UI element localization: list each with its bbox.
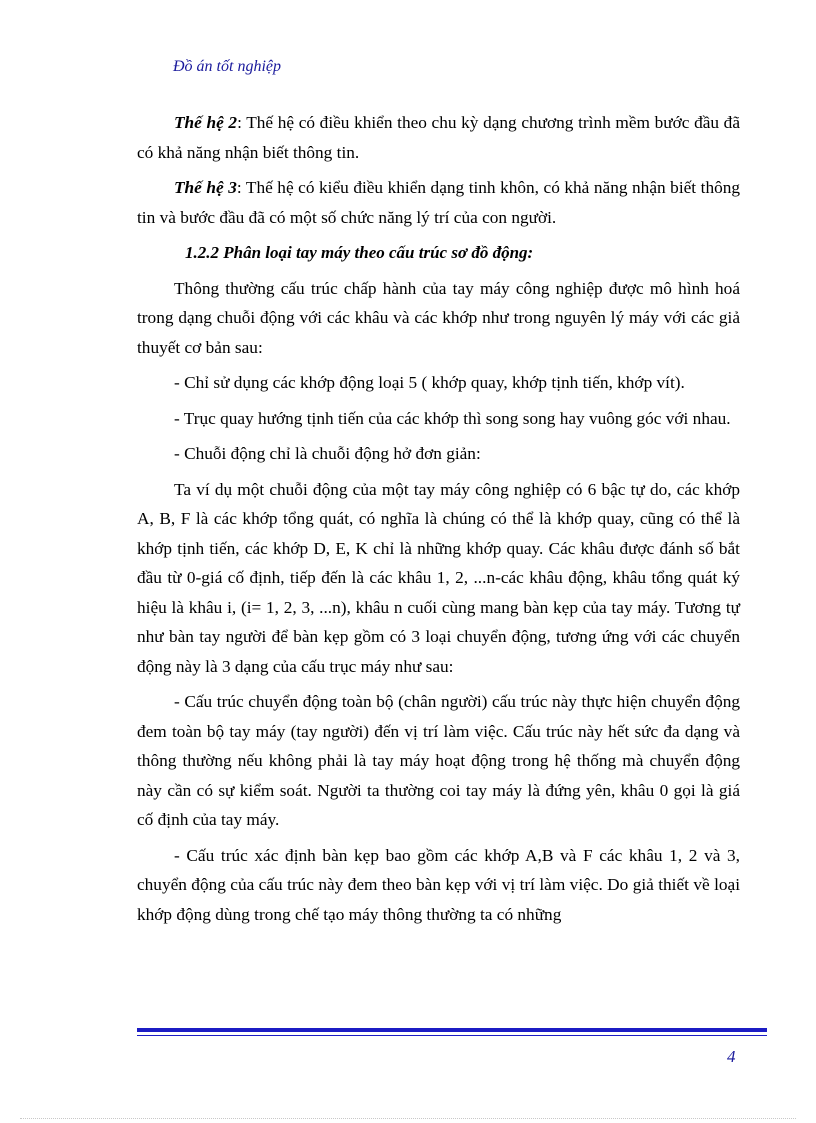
paragraph-structure-gripper: - Cấu trúc xác định bàn kẹp bao gồm các khớp A,B và F các khâu 1, 2 và 3, chuyển động của cấu trúc này đem theo bàn kẹp với vị trí làm việc. Do giả thiết về loại khớp động dùng trong chế tạo máy thông thường ta có những xyxy=(137,845,740,924)
paragraph-text: : Thế hệ có kiểu điều khiển dạng tinh khôn, có khả năng nhận biết thông tin và bước đầu đã có một số chức năng lý trí của con người. xyxy=(137,178,741,227)
paragraph-lead: Thế hệ 2 xyxy=(174,113,238,132)
page-number: 4 xyxy=(727,1047,736,1066)
paragraph-generation-2 xyxy=(137,108,740,167)
paragraph-assumption-2: - Trục quay hướng tịnh tiến của các khớp thì song song hay vuông góc với nhau. xyxy=(174,408,731,428)
paragraph-generation-3 xyxy=(137,173,740,232)
paragraph-structure-motion: - Cấu trúc chuyển động toàn bộ (chân người) cấu trúc này thực hiện chuyển động đem toàn bộ tay máy (tay người) đến vị trí làm việc. Cấu trúc này hết sức đa dạng và thông thường nếu không phải là tay máy hoạt động trong hệ thống mà chuyển động này cần có sự kiểm soát. Người ta thường coi tay máy là đứng yên, khâu 0 gọi là giá cố định của tay máy. xyxy=(137,692,740,829)
paragraph-example: Ta ví dụ một chuỗi động của một tay máy công nghiệp có 6 bậc tự do, các khớp A, B, F là các khớp tổng quát, có nghĩa là chúng có thể là khớp quay, cũng có thể là khớp tịnh tiến, các khớp D, E, K chỉ là những khớp quay. Các khâu được đánh số bắt đầu từ 0-giá cố định, tiếp đến là các khâu 1, 2, ...n-các khâu động, khâu tổng quát ký hiệu là khâu i, (i= 1, 2, 3, ...n), khâu n cuối cùng mang bàn kẹp của tay máy. Tương tự như bàn tay người để bàn kẹp gồm có 3 loại chuyển động, tương ứng với các chuyển động này là 3 dạng của cấu trục máy như sau: xyxy=(137,479,740,676)
page-boundary xyxy=(20,1118,796,1119)
footer-rule-thin xyxy=(137,1035,767,1036)
paragraph-assumption-1: - Chỉ sử dụng các khớp động loại 5 ( khớp quay, khớp tịnh tiến, khớp vít). xyxy=(174,373,685,392)
footer-rule xyxy=(137,1028,767,1032)
paragraph-assumption-3: - Chuỗi động chỉ là chuỗi động hở đơn giản: xyxy=(174,444,481,463)
section-heading: 1.2.2 Phân loại tay máy theo cấu trúc sơ đồ động: xyxy=(185,243,534,262)
paragraph-structure-intro: Thông thường cấu trúc chấp hành của tay máy công nghiệp được mô hình hoá trong dạng chuỗi động với các khâu và các khớp như trong nguyên lý máy với các giả thuyết cơ bản sau: xyxy=(137,278,740,357)
running-header: Đồ án tốt nghiệp xyxy=(173,58,281,75)
paragraph-lead: Thế hệ 3 xyxy=(174,178,237,197)
page-body xyxy=(137,108,740,935)
paragraph-text: : Thế hệ có điều khiển theo chu kỳ dạng chương trình mềm bước đầu đã có khả năng nhận biết thông tin. xyxy=(137,113,740,162)
